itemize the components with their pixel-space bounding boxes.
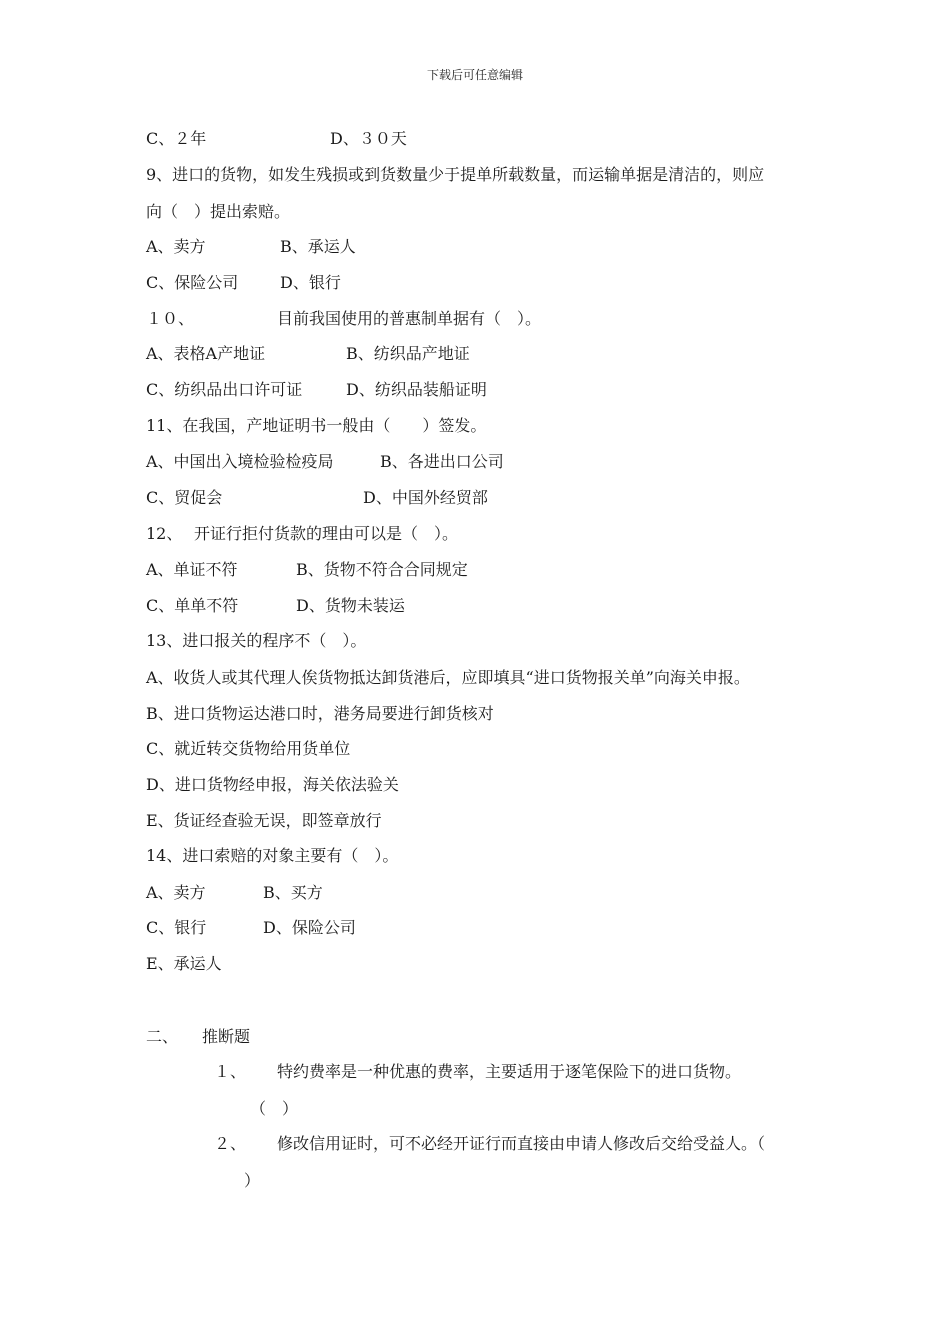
option-a: A、卖方 [146, 883, 206, 902]
option-d: D、３０天 [330, 129, 407, 148]
option-d: D、银行 [280, 273, 341, 292]
question-13-stem: 13、进口报关的程序不（ ）。 [146, 631, 367, 650]
item-number: １、 [214, 1062, 247, 1081]
option-e: E、承运人 [146, 954, 222, 973]
question-9-stem-cont: 向（ ）提出索赔。 [146, 202, 291, 221]
option-b: B、货物不符合合同规定 [296, 560, 468, 579]
option-a: A、表格A产地证 [146, 344, 266, 363]
option-c: C、贸促会 [146, 488, 223, 507]
question-11-stem: 11、在我国，产地证明书一般由（ ）签发。 [146, 416, 487, 435]
question-9-stem: 9、进口的货物，如发生残损或到货数量少于提单所载数量，而运输单据是清洁的，则应 [146, 165, 765, 184]
question-stem: 目前我国使用的普惠制单据有（ ）。 [277, 309, 542, 328]
item-text: 特约费率是一种优惠的费率，主要适用于逐笔保险下的进口货物。 [277, 1062, 742, 1081]
answer-blank: ） [244, 1171, 261, 1190]
section-title: 推断题 [202, 1027, 251, 1046]
option-b: B、承运人 [280, 237, 356, 256]
option-a: A、卖方 [146, 237, 206, 256]
item-text: 修改信用证时，可不必经开证行而直接由申请人修改后交给受益人。（ [277, 1134, 766, 1153]
section-number: 二、 [146, 1027, 179, 1046]
option-c: C、单单不符 [146, 596, 239, 615]
option-b: B、进口货物运达港口时，港务局要进行卸货核对 [146, 704, 494, 723]
option-c: C、２年 [146, 129, 207, 148]
option-c: C、纺织品出口许可证 [146, 380, 303, 399]
option-d: D、中国外经贸部 [363, 488, 488, 507]
option-b: B、各进出口公司 [380, 452, 504, 471]
page-header: 下载后可任意编辑 [426, 68, 523, 82]
question-14-stem: 14、进口索赔的对象主要有（ ）。 [146, 846, 399, 865]
option-c: C、保险公司 [146, 273, 239, 292]
option-b: B、买方 [263, 883, 323, 902]
option-e: E、货证经查验无误，即签章放行 [146, 811, 382, 830]
option-a: A、中国出入境检验检疫局 [146, 452, 334, 471]
question-stem: 开证行拒付货款的理由可以是（ ）。 [194, 524, 459, 543]
option-a: A、单证不符 [146, 560, 238, 579]
option-a: A、收货人或其代理人俟货物抵达卸货港后，应即填具“进口货物报关单”向海关申报。 [146, 668, 750, 687]
option-d: D、货物未装运 [296, 596, 405, 615]
question-number: 12、 [146, 524, 183, 543]
option-d: D、保险公司 [263, 918, 356, 937]
option-c: C、就近转交货物给用货单位 [146, 739, 351, 758]
option-c: C、银行 [146, 918, 207, 937]
option-b: B、纺织品产地证 [346, 344, 470, 363]
item-number: ２、 [214, 1134, 247, 1153]
answer-blank: （ ） [250, 1099, 299, 1118]
option-d: D、进口货物经申报，海关依法验关 [146, 775, 399, 794]
question-number: １０、 [146, 309, 195, 328]
option-d: D、纺织品装船证明 [346, 380, 487, 399]
